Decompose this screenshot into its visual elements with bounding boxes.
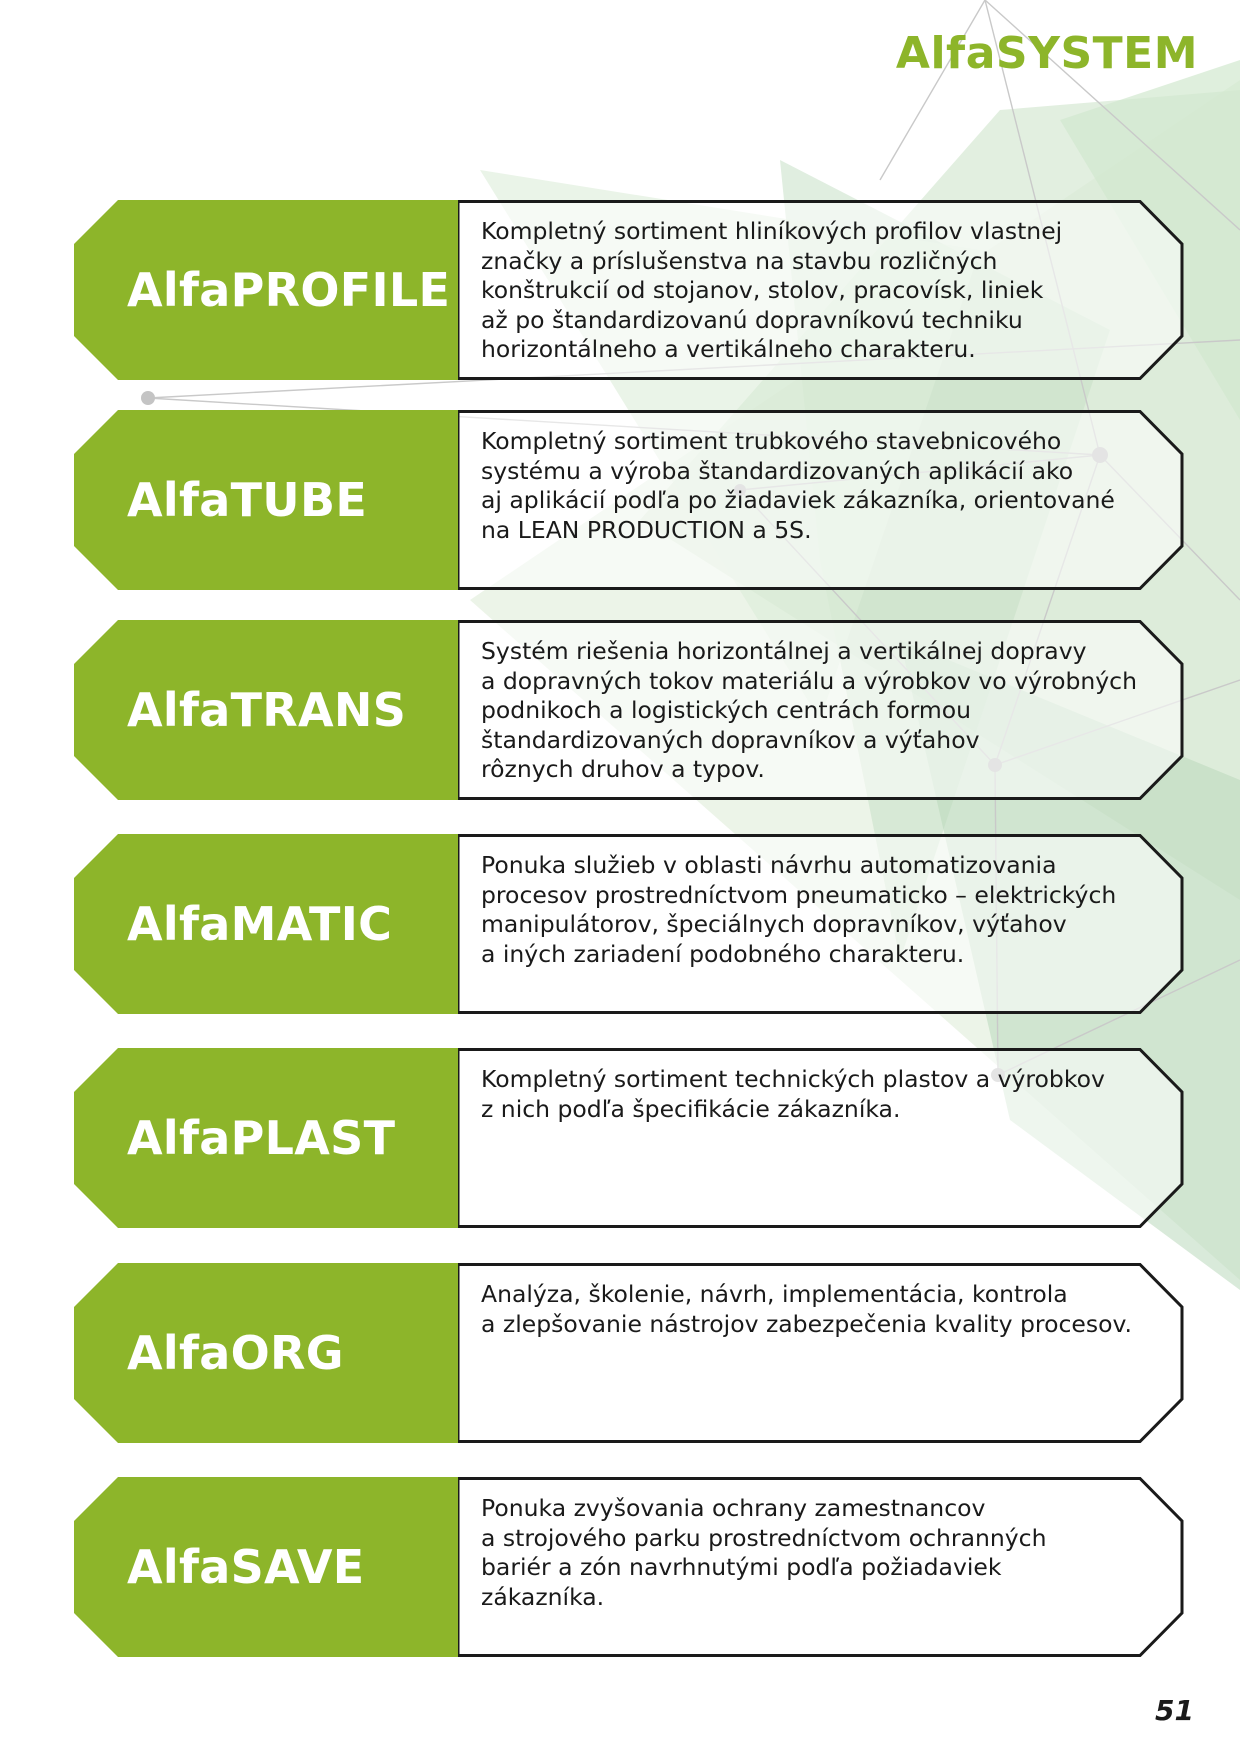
product-row [74, 410, 1184, 590]
product-description: Ponuka služieb v oblasti návrhu automatizovania procesov prostredníctvom pneumaticko – elektrických manipulátorov, špeciálnych dopravníkov, výťahov a iných zariadení podobného charakteru. [481, 851, 1117, 968]
product-description: Systém riešenia horizontálnej a vertikálnej dopravy a dopravných tokov materiálu a výrobkov vo výrobných podnikoch a logistických centrách formou štandardizovaných dopravníkov a výťahov rôznych druhov a typov. [481, 637, 1137, 783]
product-name: AlfaPLAST [127, 1111, 396, 1165]
product-description-panel [458, 410, 1184, 590]
product-description: Kompletný sortiment technických plastov a výrobkov z nich podľa špecifikácie zákazníka. [481, 1065, 1105, 1123]
product-row [74, 620, 1184, 800]
product-description-panel [458, 834, 1184, 1014]
page-title: AlfaSYSTEM [895, 28, 1198, 79]
page-number: 51 [1155, 1694, 1194, 1727]
product-description-panel [458, 200, 1184, 380]
product-row [74, 1263, 1184, 1443]
product-name: AlfaPROFILE [127, 263, 451, 317]
product-description: Ponuka zvyšovania ochrany zamestnancov a strojového parku prostredníctvom ochranných bariér a zón navrhnutými podľa požiadaviek zákazníka. [481, 1494, 1047, 1611]
product-name: AlfaORG [127, 1326, 344, 1380]
product-description-panel [458, 1048, 1184, 1228]
product-row [74, 834, 1184, 1014]
product-description: Kompletný sortiment trubkového stavebnicového systému a výroba štandardizovaných aplikácií ako aj aplikácií podľa po žiadaviek zákazníka, orientované na LEAN PRODUCTION a 5S. [481, 427, 1115, 544]
product-description-panel [458, 620, 1184, 800]
product-description: Kompletný sortiment hliníkových profilov vlastnej značky a príslušenstva na stavbu rozličných konštrukcií od stojanov, stolov, pracovísk, liniek až po štandardizovanú dopravníkovú techniku horizontálneho a vertikálneho charakteru. [481, 217, 1063, 363]
product-name: AlfaSAVE [127, 1540, 365, 1594]
product-row [74, 200, 1184, 380]
product-name: AlfaTUBE [127, 473, 368, 527]
product-description-panel [458, 1477, 1184, 1657]
product-row [74, 1477, 1184, 1657]
product-row [74, 1048, 1184, 1228]
product-description: Analýza, školenie, návrh, implementácia, kontrola a zlepšovanie nástrojov zabezpečenia kvality procesov. [481, 1280, 1133, 1338]
product-description-panel [458, 1263, 1184, 1443]
product-name: AlfaTRANS [127, 683, 407, 737]
product-name: AlfaMATIC [127, 897, 393, 951]
